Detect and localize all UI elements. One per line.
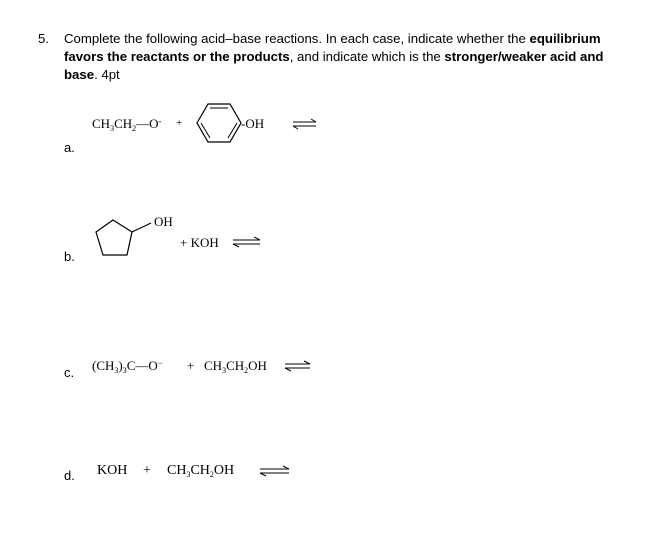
reaction-d-plus: + (143, 463, 151, 478)
reaction-b-reagent: + KOH (180, 235, 219, 250)
equilibrium-arrow-icon (259, 465, 291, 477)
reaction-c-ethanol: $CH_3CH_2OH$ (204, 358, 267, 375)
question-text (64, 30, 618, 84)
reaction-a-ethoxide: $CH_3CH_2—O^-$ (92, 116, 162, 133)
question-bold-equilibrium: equilibrium favors the reactants or the products (64, 31, 601, 64)
equilibrium-arrow-icon (232, 236, 262, 248)
cyclopentane-ring-icon (94, 218, 156, 260)
reaction-a-phenol-oh: -OH (241, 116, 265, 131)
reaction-a-label: a. (64, 140, 75, 155)
question-number: 5. (38, 31, 49, 46)
reaction-a-plus: + (176, 117, 183, 129)
equilibrium-arrow-icon (284, 360, 312, 372)
reaction-d-koh: KOH (97, 463, 128, 478)
reaction-c-label: c. (64, 365, 75, 380)
reaction-c-alkoxide: $(CH_3)_3C—O^-$ (92, 358, 163, 375)
question-text-part-1: Complete the following acid–base reactions. In each case, indicate whether the (64, 31, 530, 46)
reaction-d-ethanol: $CH_3CH_2OH$ (167, 463, 235, 479)
question-text-part-3: . 4pt (94, 67, 120, 82)
reaction-c-plus: + (187, 358, 195, 373)
benzene-ring-icon (196, 102, 244, 144)
question-bold-acid-base: stronger/weaker acid and base (64, 49, 604, 82)
equilibrium-arrow-icon (292, 118, 318, 130)
reaction-b-oh: OH (154, 214, 173, 229)
reaction-b-label: b. (64, 249, 75, 264)
reaction-d-label: d. (64, 468, 75, 483)
question-text-part-2: , and indicate which is the (289, 49, 445, 64)
